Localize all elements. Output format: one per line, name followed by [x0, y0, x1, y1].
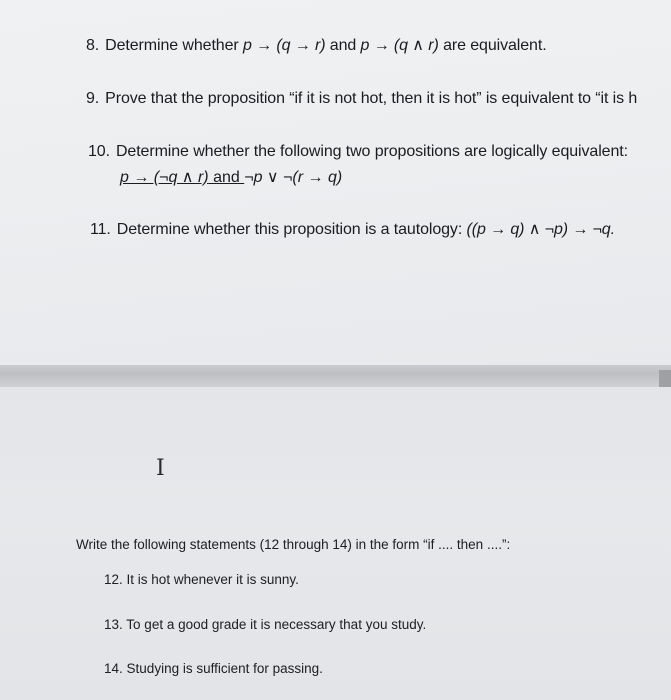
text-cursor-icon: I	[156, 456, 165, 481]
statement-13	[104, 616, 426, 634]
formula: p → (q ∧ r)	[360, 37, 439, 54]
question-text: Determine whether the following two propositions are logically equivalent:	[115, 143, 628, 160]
question-text: are equivalent.	[438, 37, 547, 54]
question-10-formulas	[120, 168, 342, 188]
question-10	[88, 142, 628, 162]
formula-connector: and	[208, 169, 245, 186]
statement-12	[104, 571, 299, 589]
formula-left: p → (¬q ∧ r)	[120, 169, 209, 186]
formula: ((p → q) ∧ ¬p) → ¬q.	[466, 221, 615, 238]
statement-text: Studying is sufficient for passing.	[126, 661, 323, 676]
question-number: 8.	[86, 37, 100, 54]
question-text: Determine whether this proposition is a tautology:	[116, 221, 467, 238]
paper-fold-shadow	[0, 365, 671, 387]
question-number: 9.	[86, 90, 100, 107]
question-text: Determine whether	[105, 37, 243, 54]
question-11	[90, 220, 615, 240]
statement-14	[104, 660, 323, 678]
statement-number: 13.	[104, 617, 123, 632]
formula-right: ¬p ∨ ¬(r → q)	[244, 169, 343, 186]
question-number: 10.	[88, 143, 110, 160]
question-text: and	[325, 37, 361, 54]
question-8	[86, 36, 547, 56]
question-9	[86, 89, 637, 109]
statement-text: To get a good grade it is necessary that you study.	[126, 617, 427, 632]
statement-number: 12.	[104, 572, 123, 587]
section-instruction: Write the following statements (12 through 14) in the form “if .... then ....”:	[76, 537, 511, 552]
question-number: 11.	[90, 221, 111, 238]
question-text: Prove that the proposition “if it is not hot, then it is hot” is equivalent to “it is h	[105, 90, 638, 107]
statement-number: 14.	[104, 661, 123, 676]
statement-text: It is hot whenever it is sunny.	[126, 572, 299, 587]
formula: p → (q → r)	[242, 37, 326, 54]
